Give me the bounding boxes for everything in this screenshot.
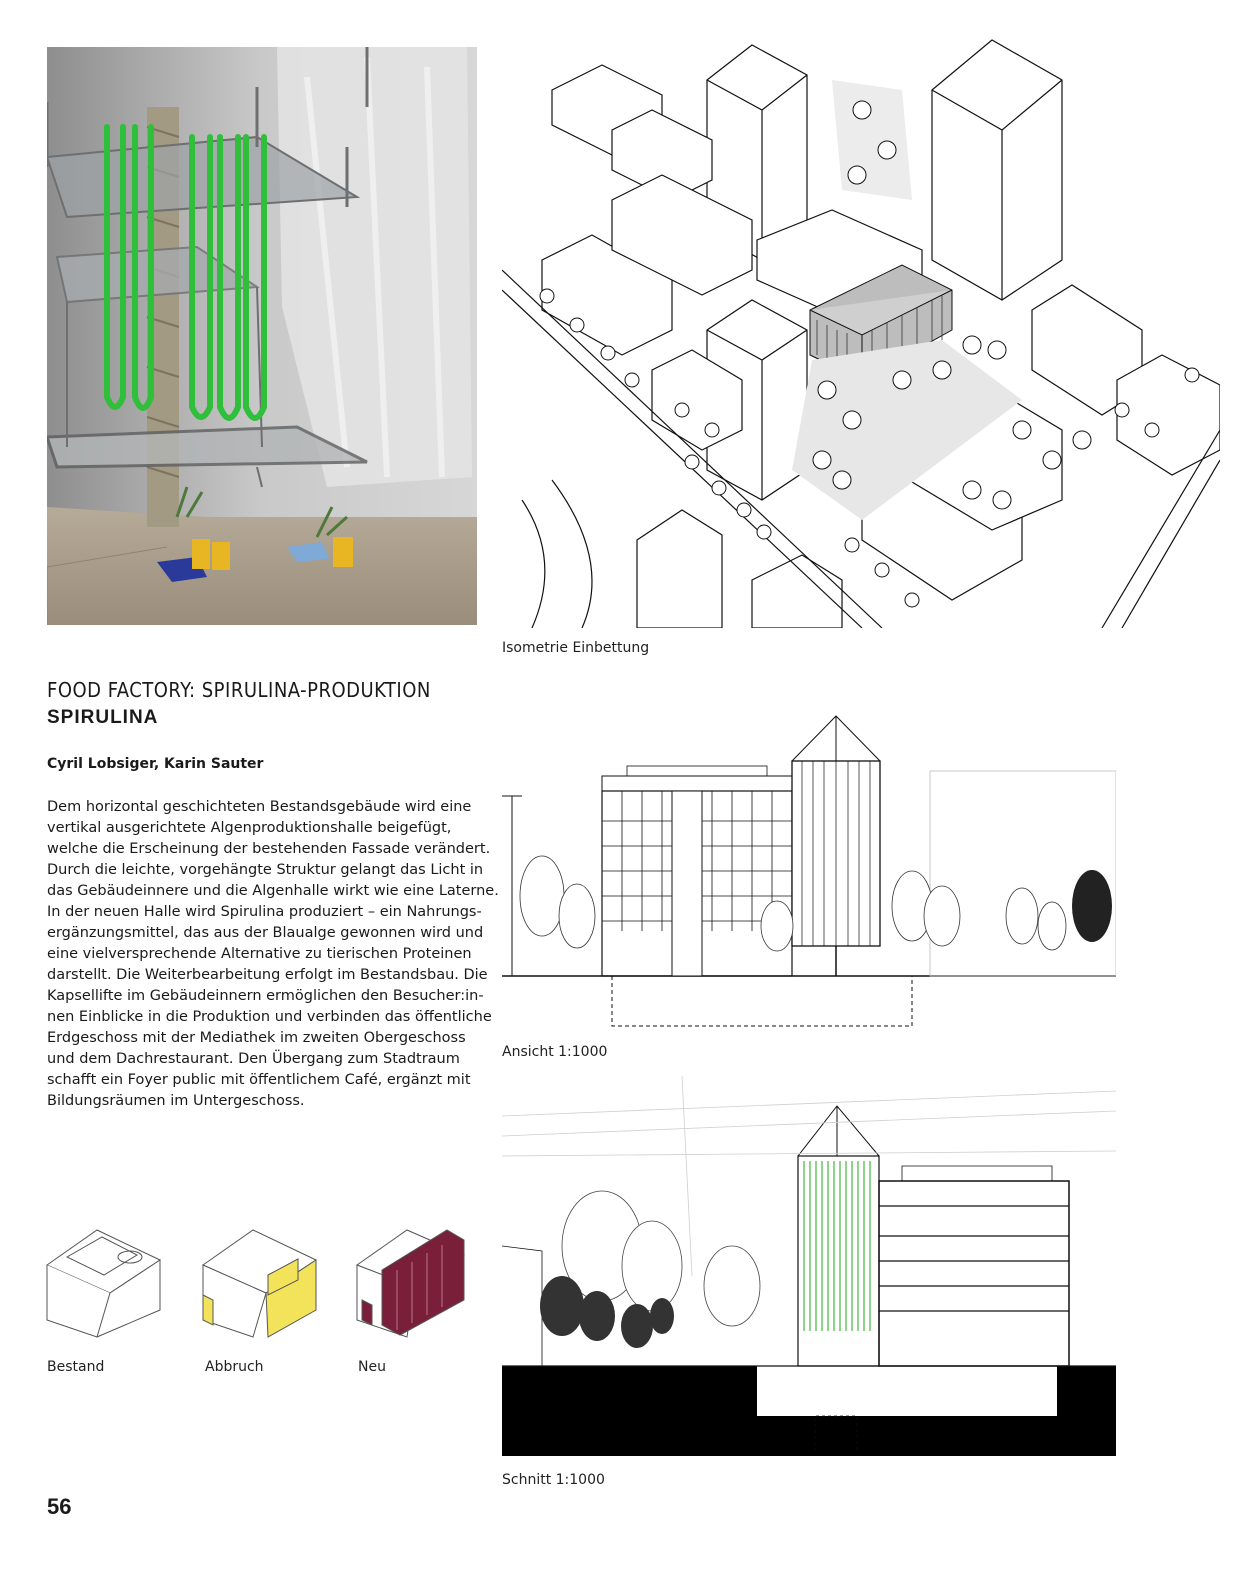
page-number: 56 [47,1494,72,1519]
text-line: Bildungsräumen im Untergeschoss. [47,1093,305,1109]
text-line: welche die Erscheinung der bestehenden Fassade verändert. [47,841,491,857]
project-authors: Cyril Lobsiger, Karin Sauter [47,756,264,772]
diagram-abbruch [198,1225,323,1340]
text-line: ergänzungsmittel, das aus der Blaualge gewonnen wird und [47,925,484,941]
text-line: darstellt. Die Weiterbearbeitung erfolgt im Bestandsbau. Die [47,967,488,983]
text-line: Durch die leichte, vorgehängte Struktur gelangt das Licht in [47,862,484,878]
text-line: Kapsellifte im Gebäudeinnern ermöglichen den Besucher:in- [47,988,484,1004]
model-photo [47,47,477,625]
diagram-neu [352,1225,477,1340]
diagram-bestand [42,1225,167,1340]
diagram-label-bestand: Bestand [47,1359,105,1375]
section-caption: Schnitt 1:1000 [502,1472,605,1488]
isometry-drawing [502,0,1220,628]
elevation-caption: Ansicht 1:1000 [502,1044,608,1060]
text-line: Erdgeschoss mit der Mediathek im zweiten Obergeschoss [47,1030,466,1046]
section-drawing [502,1076,1116,1456]
text-line: und dem Dachrestaurant. Den Übergang zum Stadtraum [47,1051,460,1067]
text-line: In der neuen Halle wird Spirulina produziert – ein Nahrungs- [47,904,482,920]
diagram-label-neu: Neu [358,1359,386,1375]
isometry-caption: Isometrie Einbettung [502,640,650,656]
text-line: vertikal ausgerichtete Algenproduktionshalle beigefügt, [47,820,452,836]
project-title: SPIRULINA [47,707,159,728]
diagram-label-abbruch: Abbruch [205,1359,264,1375]
project-kicker: FOOD FACTORY: SPIRULINA-PRODUKTION [47,678,431,702]
text-line: eine vielversprechende Alternative zu tierischen Proteinen [47,946,472,962]
text-line: das Gebäudeinnere und die Algenhalle wirkt wie eine Laterne. [47,883,499,899]
text-line: schafft ein Foyer public mit öffentlichem Café, ergänzt mit [47,1072,471,1088]
elevation-drawing [502,676,1116,1032]
text-line: nen Einblicke in die Produktion und verbinden das öffentliche [47,1009,492,1025]
text-line: Dem horizontal geschichteten Bestandsgebäude wird eine [47,799,472,815]
project-description [47,797,499,1112]
